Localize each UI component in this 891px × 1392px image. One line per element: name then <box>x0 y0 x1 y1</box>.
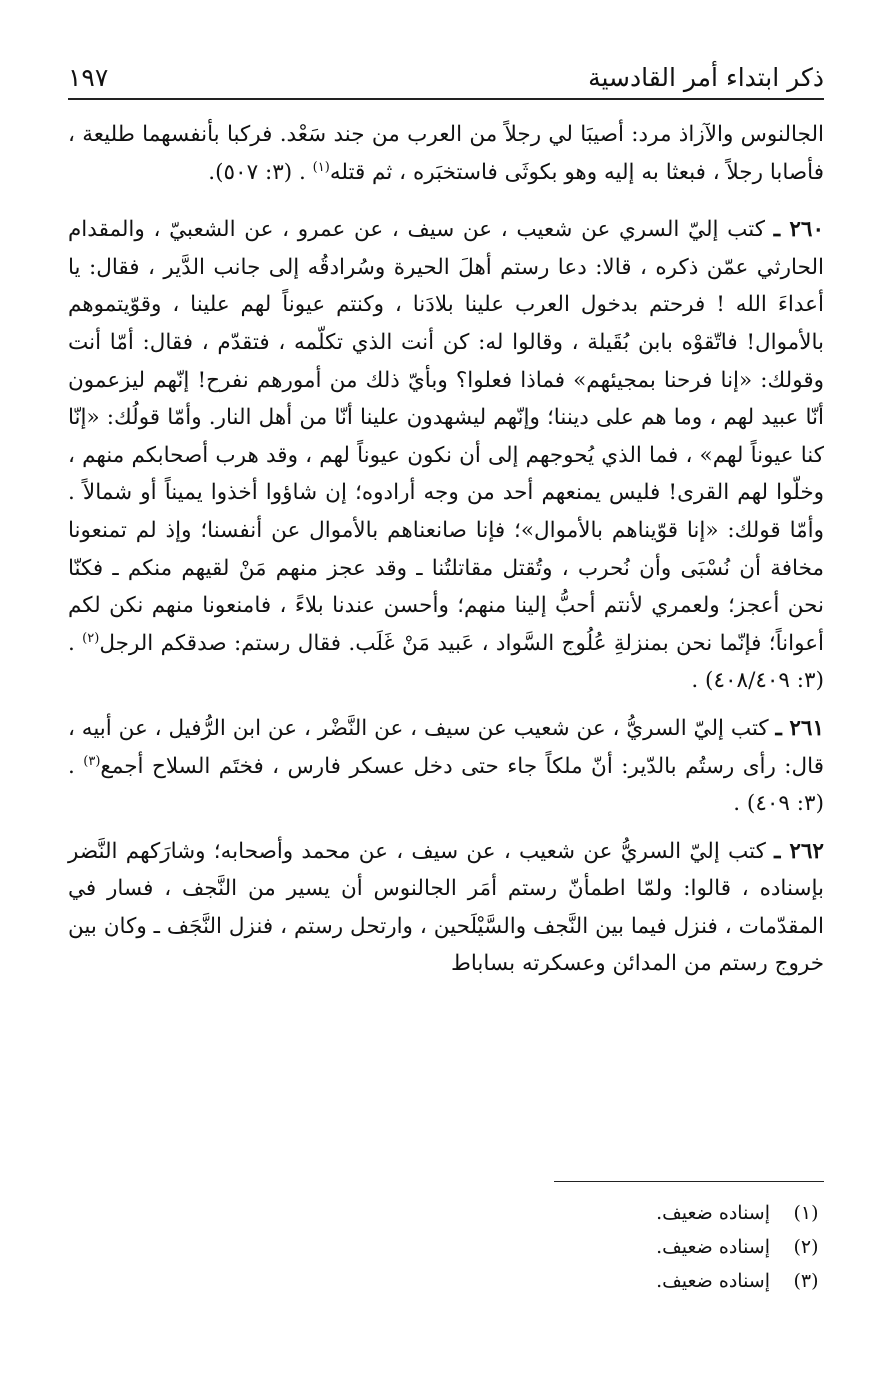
page-header <box>68 54 824 100</box>
footnote <box>324 1230 824 1264</box>
footnote-marker: (٣) <box>793 1270 819 1292</box>
footnote-reference[interactable]: (٣) <box>83 753 101 769</box>
paragraph-text: الجالنوس والآزاذ مرد: أصيبَا لي رجلاً من العرب من جند سَعْد. فركبا بأنفسهما طليعة ، فأصابا رجلاً ، فبعثا به إليه وهو بكوثَى فاستخبَره ، ثم قتله <box>68 122 824 185</box>
narration-number: ٢٦٠ ـ <box>773 217 824 243</box>
narration-number: ٢٦٢ ـ <box>774 838 824 864</box>
narration-number: ٢٦١ ـ <box>775 715 824 741</box>
paragraph <box>68 116 824 191</box>
footnote-marker: (١) <box>793 1202 819 1224</box>
footnote-text: إسناده ضعيف. <box>656 1236 770 1258</box>
footnote-text: إسناده ضعيف. <box>656 1202 770 1224</box>
paragraph <box>68 833 824 983</box>
paragraph-text: . (٣: ٤٠٩) . <box>68 753 824 817</box>
paragraph-text: كتب إليّ السريُّ عن شعيب ، عن سيف ، عن محمد وأصحابه؛ وشارَكهم النَّضر بإسناده ، قالوا: ولمّا اطمأنّ رستم أمَر الجالنوس أن يسير من النَّجف ، فسار في المقدّمات ، فنزل فيما بين النَّجف والسَّيْلَحين ، وارتحل رستم ، فنزل النَّجَف ـ وكان بين خروج رستم من المدائن وعسكرته بساباط <box>68 838 824 977</box>
footnote-divider <box>554 1181 824 1182</box>
page-number: ١٩٧ <box>68 63 109 92</box>
footnotes <box>324 1196 824 1298</box>
paragraph-text: كتب إليّ السري عن شعيب ، عن سيف ، عن عمرو ، عن الشعبيّ ، والمقدام الحارثي عمّن ذكره ، قالا: دعا رستم أهلَ الحيرة وسُرادقُه إلى جانب الدَّير ، فقال: يا أعداءَ الله ! فرحتم بدخول العرب علينا بلادَنا ، وكنتم عيوناً لهم علينا ، وقوّيتموهم بالأموال! فاتّقوْه بابن بُقَيلة ، وقالوا له: كن أنت الذي تكلّمه ، فتقدّم ، فقال: أمّا أنت وقولك: «إنا فرحنا بمجيئهم» فماذا فعلوا؟ وبأيّ ذلك من أمورهم نفرح! إنّهم ليزعمون أنّا عبيد لهم ، وما هم على ديننا؛ وإنّهم ليشهدون علينا أنّا من أهل النار. وأمّا قولُك: «إنّا كنا عيوناً لهم» ، فما الذي يُحوجهم إلى أن نكون عيوناً لهم ، وقد هرب أصحابكم منهم ، وخلّوا لهم القرى! فليس يمنعهم أحد من وجه أرادوه؛ إن شاؤوا أخذوا يميناً أو شمالاً . وأمّا قولك: «إنا قوّيناهم بالأموال»؛ فإنا صانعناهم بالأموال عن أنفسنا؛ وإذ لم تمنعونا مخافة أن نُسْبَى وأن نُحرب ، وتُقتل مقاتلتُنا ـ وقد عجز منهم مَنْ لقيهم منكم ـ فكنّا نحن أعجز؛ ولعمري لأنتم أحبُّ إلينا منهم؛ وأحسن عندنا بلاءً ، فامنعونا منهم نكن لكم أعواناً؛ فإنّما نحن بمنزلةِ عُلُوج السَّواد ، عَبيد مَنْ غَلَب. فقال رستم: صدقكم الرجل <box>68 217 825 656</box>
footnote-text: إسناده ضعيف. <box>656 1270 770 1292</box>
book-page <box>68 54 824 1374</box>
footnote-reference[interactable]: (٢) <box>82 630 100 646</box>
footnote <box>324 1264 824 1298</box>
paragraph-text: كتب إليّ السريُّ ، عن شعيب عن سيف ، عن النَّضْر ، عن ابن الرُّفيل ، عن أبيه ، قال: رأى رستُم بالدّير: أنّ ملكاً جاء حتى دخل عسكر فارس ، فختَم السلاح أجمع <box>68 715 824 779</box>
paragraph-text: . (٣: ٥٠٧). <box>208 159 313 185</box>
footnote-marker: (٢) <box>793 1236 819 1258</box>
paragraph <box>68 211 824 700</box>
footnote <box>324 1196 824 1230</box>
footnote-reference[interactable]: (١) <box>312 159 330 175</box>
running-title: ذكر ابتداء أمر القادسية <box>588 63 824 92</box>
paragraph <box>68 710 824 823</box>
main-text <box>68 116 824 983</box>
paragraph-text: . (٣: ٤٠٨/٤٠٩) . <box>68 630 824 694</box>
